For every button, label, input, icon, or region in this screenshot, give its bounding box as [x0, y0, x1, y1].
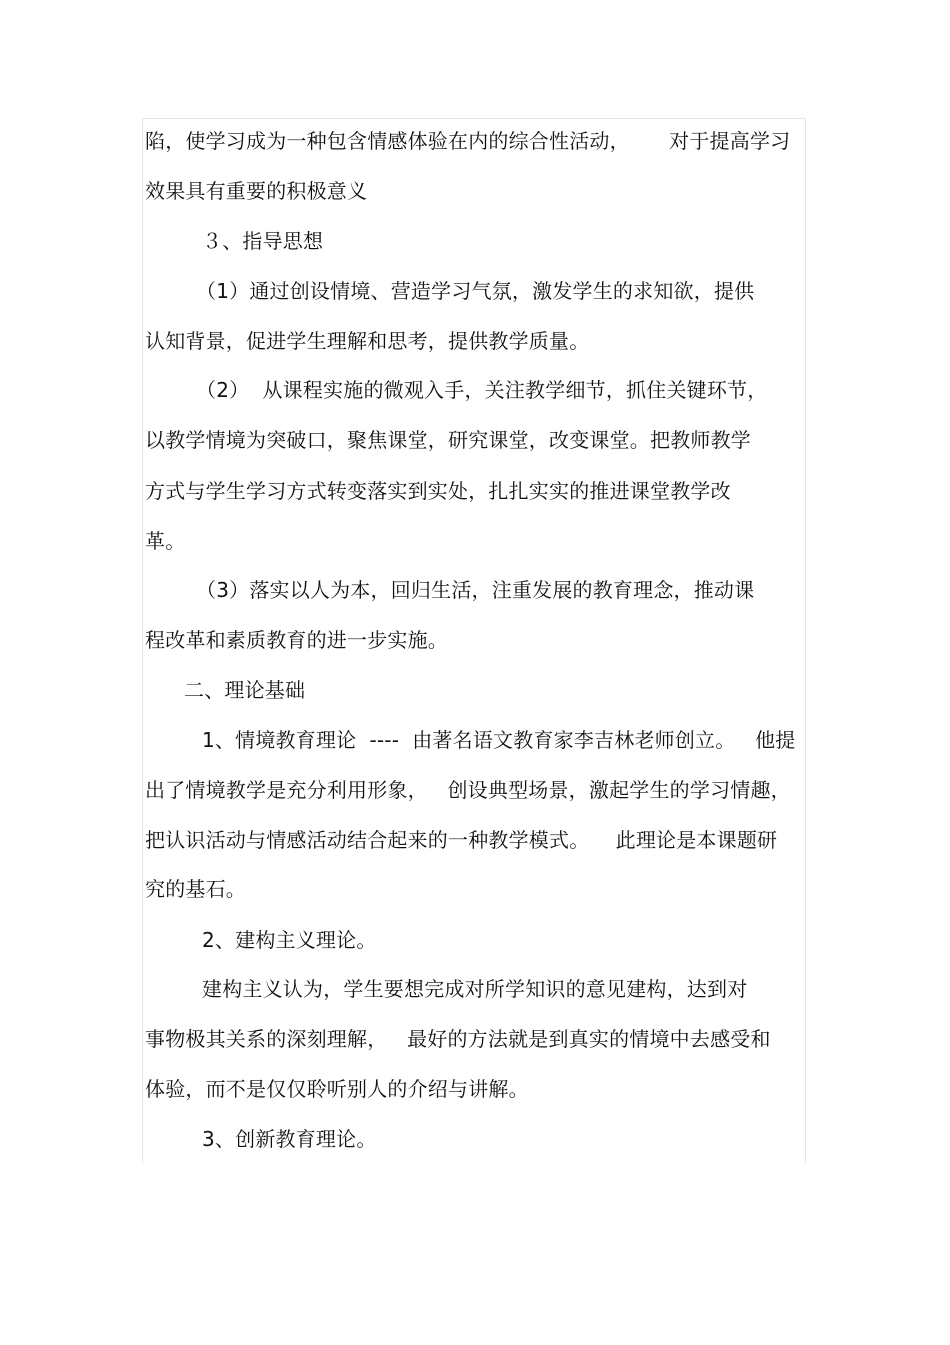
text-line-9: 革。 [145, 529, 186, 553]
text-line-8: 方式与学生学习方式转变落实到实处，扎扎实实的推进课堂教学改 [145, 479, 731, 503]
section-heading-guiding-thought: ３、指导思想 [202, 229, 324, 253]
text-line-6: （2） 从课程实施的微观入手，关注教学细节，抓住关键环节， [196, 378, 768, 402]
text-line-11: 程改革和素质教育的进一步实施。 [145, 628, 448, 652]
text-line-10: （3）落实以人为本，回归生活，注重发展的教育理念，推动课 [196, 578, 755, 602]
text-line-19: 事物极其关系的深刻理解， 最好的方法就是到真实的情境中去感受和 [145, 1027, 771, 1051]
text-line-21: 3、创新教育理论。 [202, 1127, 377, 1151]
text-line-18: 建构主义认为，学生要想完成对所学知识的意见建构，达到对 [202, 977, 748, 1001]
text-line-5: 认知背景，促进学生理解和思考，提供教学质量。 [145, 329, 590, 353]
text-line-2: 效果具有重要的积极意义 [145, 179, 368, 203]
text-line-16: 究的基石。 [145, 877, 246, 901]
section-heading-theory-basis: 二、理论基础 [184, 678, 306, 702]
text-line-14: 出了情境教学是充分利用形象， 创设典型场景，激起学生的学习情趣， [145, 778, 791, 802]
text-line-13: 1、情境教育理论 ---- 由著名语文教育家李吉林老师创立。 他提 [202, 728, 796, 752]
text-line-1: 陷，使学习成为一种包含情感体验在内的综合性活动， 对于提高学习 [145, 129, 791, 153]
text-line-17: 2、建构主义理论。 [202, 928, 377, 952]
text-line-7: 以教学情境为突破口，聚焦课堂，研究课堂，改变课堂。把教师教学 [145, 428, 751, 452]
text-line-4: （1）通过创设情境、营造学习气氛，激发学生的求知欲，提供 [196, 279, 755, 303]
text-line-20: 体验，而不是仅仅聆听别人的介绍与讲解。 [145, 1077, 529, 1101]
text-line-15: 把认识活动与情感活动结合起来的一种教学模式。 此理论是本课题研 [145, 828, 778, 852]
